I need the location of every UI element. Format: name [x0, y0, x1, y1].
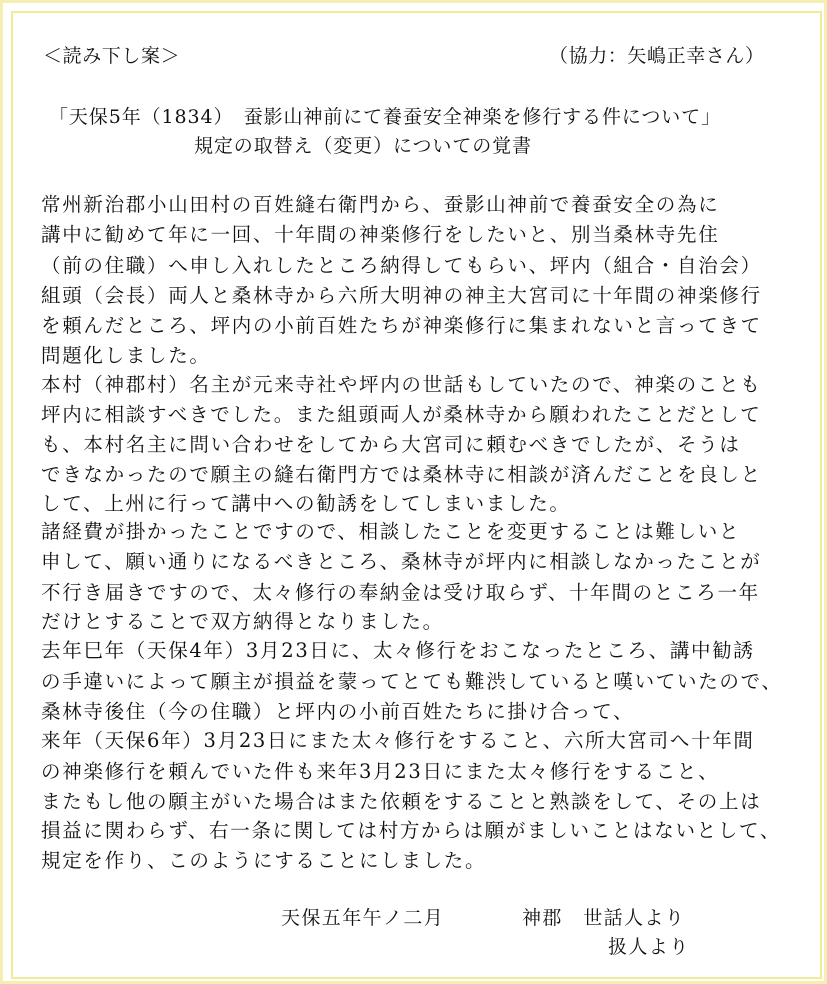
- body-line: の手違いによって願主が損益を蒙ってとても難渋していると嘆いていたので、: [41, 670, 783, 693]
- body-line: の神楽修行を頼んでいた件も来年3月23日にまた太々修行をすること、: [41, 760, 720, 783]
- body-line: して、上州に行って講中への勧誘をしてしまいました。: [41, 492, 571, 515]
- header-label: ＜読み下し案＞: [43, 45, 181, 67]
- body-line: またもし他の願主がいた場合はまた依頼をすることと熟談をして、その上は: [41, 790, 762, 813]
- signature-from-mediators: 扱人より: [608, 936, 690, 958]
- body-line: 損益に関わらず、右一条に関しては村方からは願がましいことはないとして、: [41, 819, 782, 842]
- body-line: 本村（神郡村）名主が元来寺社や坪内の世話もしていたので、神楽のことも: [41, 373, 762, 396]
- body-line: も、本村名主に問い合わせをしてから大宮司に頼むべきでしたが、そうは: [41, 433, 741, 456]
- body-line: 講中に勧めて年に一回、十年間の神楽修行をしたいと、別当桑林寺先住: [41, 223, 720, 246]
- header-credit: （協力：矢嶋正幸さん）: [549, 45, 765, 67]
- body-line: 組頭（会長）両人と桑林寺から六所大明神の神主大宮司に十年間の神楽修行: [41, 284, 762, 307]
- document-subtitle: 規定の取替え（変更）についての覚書: [194, 135, 532, 157]
- signature-from-caretakers: 神郡 世話人より: [522, 907, 686, 929]
- body-line: 坪内に相談すべきでした。また組頭両人が桑林寺から願われたことだとして: [41, 403, 762, 426]
- body-line: 去年巳年（天保4年）3月23日に、太々修行をおこなったところ、講中勧誘: [41, 639, 755, 662]
- body-line: 諸経費が掛かったことですので、相談したことを変更することは難しいと: [41, 520, 741, 543]
- body-line: を頼んだところ、坪内の小前百姓たちが神楽修行に集まれないと言ってきて: [41, 314, 762, 337]
- signature-date: 天保五年午ノ二月: [281, 907, 445, 929]
- body-line: 不行き届きですので、太々修行の奉納金は受け取らず、十年間のところ一年: [41, 581, 760, 604]
- body-line: 常州新治郡小山田村の百姓縫右衛門から、蚕影山神前で養蚕安全の為に: [41, 193, 720, 216]
- body-line: だけとすることで双方納得となりました。: [41, 610, 444, 633]
- body-line: 問題化しました。: [41, 344, 211, 367]
- body-line: できなかったので願主の縫右衛門方では桑林寺に相談が済んだことを良しと: [41, 463, 762, 486]
- body-line: 申して、願い通りになるべきところ、桑林寺が坪内に相談しなかったことが: [41, 550, 762, 573]
- document-title: 「天保5年（1834） 蚕影山神前にて養蚕安全神楽を修行する件について」: [49, 106, 721, 128]
- body-line: 来年（天保6年）3月23日にまた太々修行をすること、六所大宮司へ十年間: [41, 729, 755, 752]
- body-line: 桑林寺後住（今の住職）と坪内の小前百姓たちに掛け合って、: [41, 700, 635, 723]
- body-line: （前の住職）へ申し入れしたところ納得してもらい、坪内（組合・自治会）: [41, 254, 762, 277]
- body-line: 規定を作り、このようにすることにしました。: [41, 849, 487, 872]
